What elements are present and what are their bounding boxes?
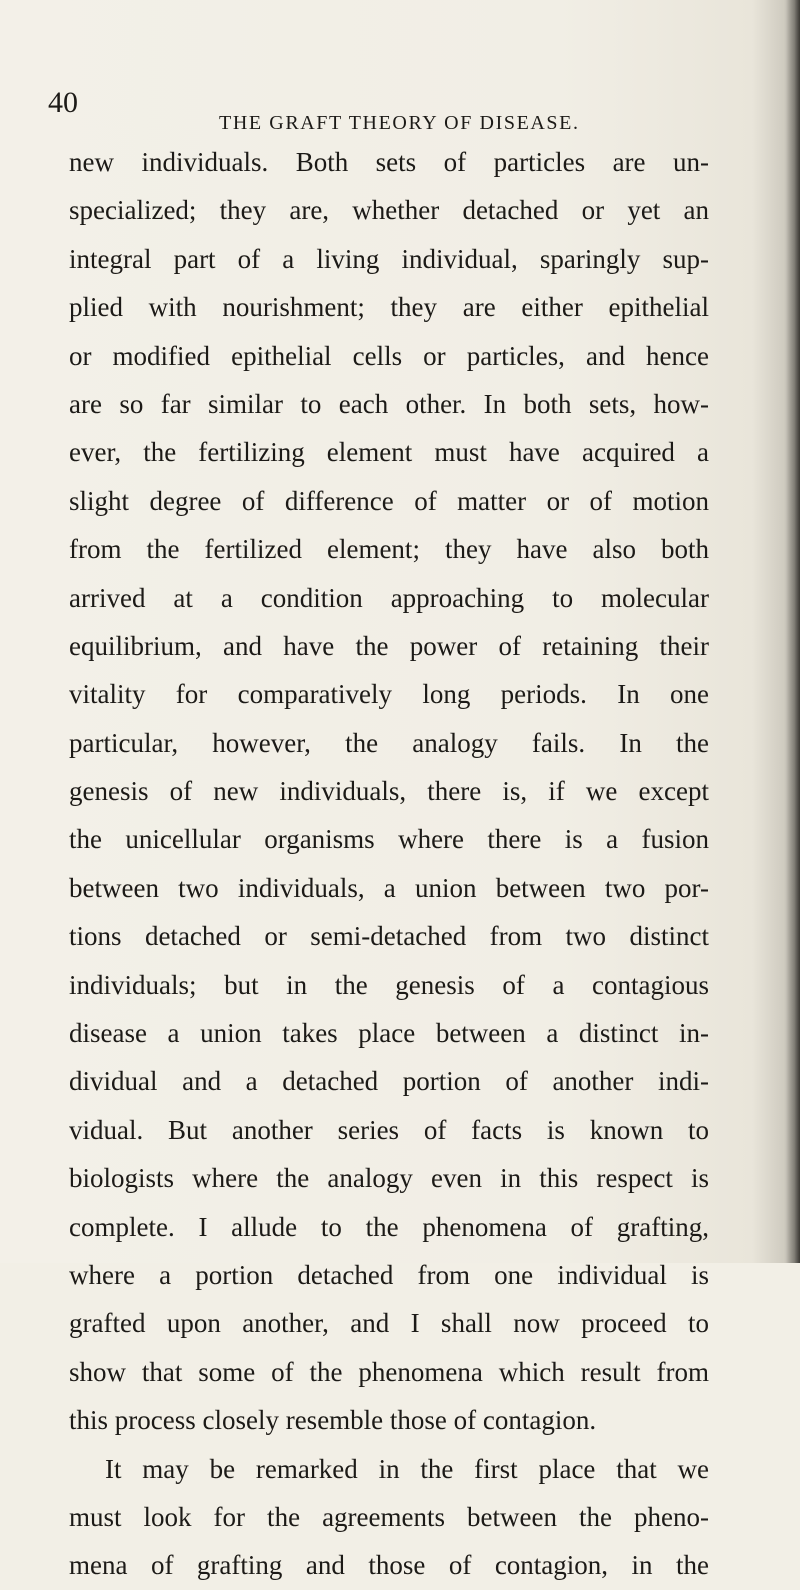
text-line: arrived at a condition approaching to molecular bbox=[69, 582, 709, 613]
text-line: the unicellular organisms where there is a fusion bbox=[69, 824, 709, 855]
text-line: It may be remarked in the first place that we bbox=[105, 1453, 709, 1484]
text-line: biologists where the analogy even in this respect is bbox=[69, 1163, 709, 1194]
text-line: mena of grafting and those of contagion, in the bbox=[69, 1550, 709, 1581]
text-line: new individuals. Both sets of particles are un- bbox=[69, 147, 709, 177]
page-edge-shadow bbox=[786, 0, 800, 1263]
text-line: specialized; they are, whether detached or yet an bbox=[69, 195, 709, 226]
text-line: dividual and a detached portion of another indi- bbox=[69, 1066, 709, 1097]
text-line: grafted upon another, and I shall now proceed to bbox=[69, 1308, 709, 1339]
text-line: between two individuals, a union between two por- bbox=[69, 872, 709, 903]
page-number: 40 bbox=[48, 86, 78, 119]
text-line: or modified epithelial cells or particles, and hence bbox=[69, 340, 709, 371]
text-line: plied with nourishment; they are either epithelial bbox=[69, 292, 709, 323]
text-line: vitality for comparatively long periods. In one bbox=[69, 679, 709, 710]
text-line: from the fertilized element; they have also both bbox=[69, 534, 709, 565]
body-text bbox=[69, 138, 709, 1590]
text-line: complete. I allude to the phenomena of grafting, bbox=[69, 1211, 709, 1242]
text-line: genesis of new individuals, there is, if we except bbox=[69, 776, 709, 807]
text-line: slight degree of difference of matter or of motion bbox=[69, 485, 709, 516]
text-line: equilibrium, and have the power of retaining their bbox=[69, 630, 709, 661]
text-line: integral part of a living individual, sparingly sup- bbox=[69, 243, 709, 274]
text-line: where a portion detached from one individual is bbox=[69, 1259, 709, 1290]
text-line: individuals; but in the genesis of a contagious bbox=[69, 969, 709, 1000]
text-line: this process closely resemble those of contagion. bbox=[69, 1405, 597, 1436]
text-line: disease a union takes place between a distinct in- bbox=[69, 1018, 709, 1049]
text-line: particular, however, the analogy fails. In the bbox=[69, 727, 709, 758]
text-line: tions detached or semi-detached from two distinct bbox=[69, 921, 709, 952]
text-line: ever, the fertilizing element must have acquired a bbox=[69, 437, 709, 468]
text-line: must look for the agreements between the pheno- bbox=[69, 1501, 709, 1532]
text-line: show that some of the phenomena which result from bbox=[69, 1356, 709, 1387]
running-title: THE GRAFT THEORY OF DISEASE. bbox=[219, 112, 580, 134]
text-line: vidual. But another series of facts is known to bbox=[69, 1114, 709, 1145]
text-line: are so far similar to each other. In both sets, how- bbox=[69, 388, 709, 419]
